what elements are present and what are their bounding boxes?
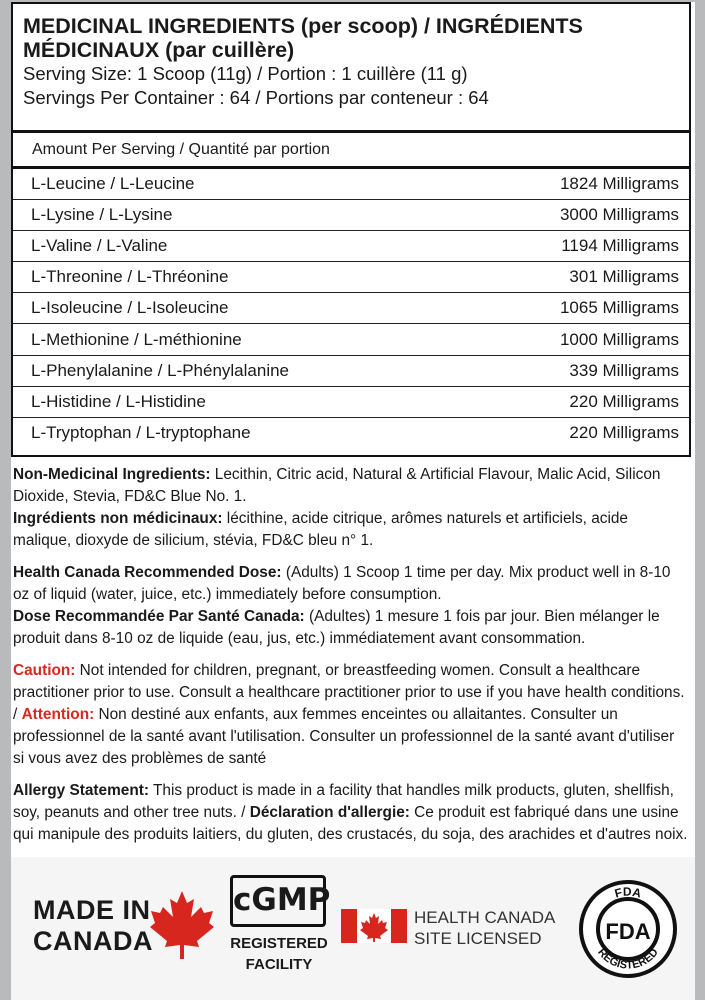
nmi-value: Lecithin, Citric acid, Natural & Artificial Flavour, Malic Acid, Silicon Dioxide, Stevia, FD&C Blue No. 1.	[13, 466, 661, 505]
table-row	[13, 200, 689, 231]
dose-en-value: (Adults) 1 Scoop 1 time per day. Mix product well in 8-10 oz of liquid (water, juice, etc.) immediately before consumption.	[13, 564, 671, 603]
table-row	[13, 293, 689, 324]
ingredient-name: L-Lysine / L-Lysine	[31, 205, 173, 225]
amount-per-serving-header: Amount Per Serving / Quantité par portion	[13, 133, 689, 169]
ingredient-amount: 301 Milligrams	[569, 267, 679, 287]
nmi-label: Non-Medicinal Ingredients:	[13, 466, 211, 483]
attention-label: Attention:	[21, 706, 95, 723]
cgmp-caption	[219, 933, 339, 975]
dose-en-label: Health Canada Recommended Dose:	[13, 564, 282, 581]
fda-top-text: FDA	[613, 884, 643, 901]
cgmp-line1: REGISTERED	[230, 935, 328, 952]
table-row	[13, 356, 689, 387]
caution-label: Caution:	[13, 662, 76, 679]
svg-text:FDA	[613, 885, 643, 901]
fda-registered-seal-icon	[577, 869, 679, 989]
medicinal-ingredients-table	[11, 2, 691, 457]
hc-line1: HEALTH CANADA	[414, 908, 556, 927]
cgmp-line2: FACILITY	[245, 956, 313, 973]
recommended-dose	[13, 562, 689, 650]
cgmp-badge	[230, 875, 331, 927]
caution-statement	[13, 660, 689, 770]
allergy-fr-label: Déclaration d'allergie:	[249, 804, 410, 821]
made-line2: CANADA	[33, 926, 153, 956]
table-row	[13, 262, 689, 293]
label-panel	[11, 2, 695, 857]
ingredient-name: L-Phenylalanine / L-Phénylalanine	[31, 360, 290, 380]
ingredient-rows	[13, 169, 689, 449]
fda-center-text: FDA	[605, 919, 651, 944]
dose-fr-value: (Adultes) 1 mesure 1 fois par jour. Bien mélanger le produit dans 8-10 oz de liquide (eau, jus, etc.) immédiatement avant consommation.	[13, 608, 660, 647]
hc-line2: SITE LICENSED	[414, 929, 542, 948]
ingredient-amount: 220 Milligrams	[569, 391, 679, 411]
serving-size: Serving Size: 1 Scoop (11g) / Portion : 1 cuillère (11 g)	[23, 63, 468, 84]
ingredient-name: L-Threonine / L-Thréonine	[31, 267, 229, 287]
table-row	[13, 387, 689, 418]
maple-leaf-icon	[149, 889, 215, 961]
facts-header	[13, 4, 689, 133]
made-line1: MADE IN	[33, 895, 151, 925]
ingredient-amount: 1194 Milligrams	[561, 236, 679, 256]
non-medicinal-ingredients	[13, 464, 689, 552]
inm-value: lécithine, acide citrique, arômes naturels et artificiels, acide malique, dioxyde de silicium, stévia, FD&C bleu n° 1.	[13, 510, 628, 549]
made-in-canada-text	[33, 895, 153, 957]
cgmp-text: cGMP	[233, 882, 331, 918]
servings-per-container: Servings Per Container : 64 / Portions par conteneur : 64	[23, 87, 489, 108]
ingredient-name: L-Leucine / L-Leucine	[31, 174, 195, 194]
table-row	[13, 169, 689, 200]
canada-flag-icon	[341, 909, 407, 943]
ingredient-amount: 1000 Milligrams	[559, 329, 679, 349]
certification-badges	[11, 857, 695, 1000]
caution-value: Not intended for children, pregnant, or breastfeeding women. Consult a healthcare practitioner prior to use. Consult a healthcare practitioner prior to use if you have health conditions. /	[13, 662, 685, 723]
ingredient-name: L-Isoleucine / L-Isoleucine	[31, 298, 229, 318]
ingredient-name: L-Tryptophan / L-tryptophane	[31, 423, 251, 443]
ingredient-amount: 3000 Milligrams	[559, 205, 679, 225]
label-text-block	[13, 464, 689, 856]
ingredient-amount: 1065 Milligrams	[559, 298, 679, 318]
table-row	[13, 324, 689, 355]
table-row	[13, 231, 689, 262]
ingredient-name: L-Histidine / L-Histidine	[31, 391, 206, 411]
ingredient-amount: 339 Milligrams	[569, 360, 679, 380]
table-row	[13, 418, 689, 449]
allergy-fr-value: Ce produit est fabriqué dans une usine qui manipule des produits laitiers, du gluten, des crustacés, du soja, des arachides et d'autres noix.	[13, 804, 688, 843]
ingredient-name: L-Valine / L-Valine	[31, 236, 168, 256]
allergy-statement	[13, 780, 689, 846]
ingredient-amount: 220 Milligrams	[569, 423, 679, 443]
ingredient-amount: 1824 Milligrams	[559, 174, 679, 194]
attention-value: Non destiné aux enfants, aux femmes enceintes ou allaitantes. Consulter un professionnel de la santé avant l'utilisation. Consulter un professionnel de la santé avant d'utiliser si vous avez des problèmes de santé	[13, 706, 675, 767]
fda-bottom-text: REGISTERED	[595, 946, 661, 972]
health-canada-text	[414, 907, 555, 949]
dose-fr-label: Dose Recommandée Par Santé Canada:	[13, 608, 305, 625]
allergy-label: Allergy Statement:	[13, 782, 149, 799]
inm-label: Ingrédients non médicinaux:	[13, 510, 223, 527]
facts-title: MEDICINAL INGREDIENTS (per scoop) / INGRÉDIENTS MÉDICINAUX (par cuillère)	[23, 14, 583, 62]
allergy-value: This product is made in a facility that handles milk products, gluten, shellfish, soy, peanuts and other tree nuts. /	[13, 782, 674, 821]
ingredient-name: L-Methionine / L-méthionine	[31, 329, 242, 349]
